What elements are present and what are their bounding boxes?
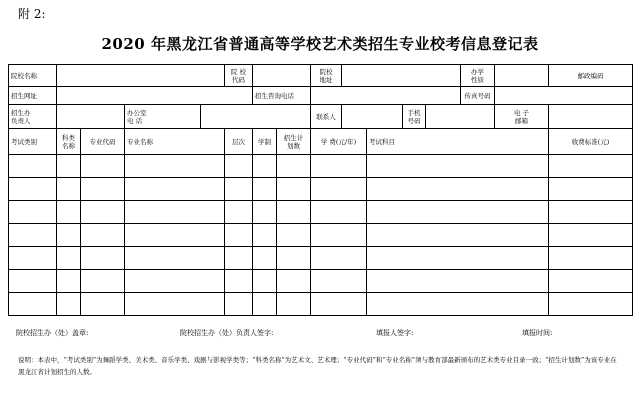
- school-address-label: 院校 地址: [311, 65, 342, 87]
- col-exam-category: 考试类别: [9, 129, 57, 155]
- office-seal-label: 院校招生办（处）盖章:: [16, 329, 89, 337]
- col-tuition: 学 费(元/年): [311, 129, 367, 155]
- email-label: 电 子 邮箱: [495, 105, 549, 129]
- page-title: 2020 年黑龙江省普通高等学校艺术类招生专业校考信息登记表: [101, 35, 539, 53]
- table-row: [9, 178, 633, 201]
- email-field[interactable]: [549, 105, 633, 129]
- school-nature-field[interactable]: [495, 65, 549, 87]
- admission-phone-label: 招生咨询电话: [253, 87, 311, 105]
- col-level: 层次: [225, 129, 253, 155]
- col-plan-count: 招生计 划数: [277, 129, 311, 155]
- admission-website-field[interactable]: [57, 87, 253, 105]
- office-phone-label: 办公室 电 话: [125, 105, 201, 129]
- office-person-label: 招生办 负责人: [9, 105, 57, 129]
- table-row: [9, 247, 633, 270]
- office-person-field[interactable]: [57, 105, 125, 129]
- table-row: [9, 270, 633, 293]
- col-fee-standard: 收费标准(元): [549, 129, 633, 155]
- table-row: [9, 224, 633, 247]
- contact-person-label: 联系人: [311, 105, 342, 129]
- explanatory-note: 说明：本表中，“考试类别”为舞蹈学类、美术类、音乐学类、戏剧与影视学类等；“科类名称”为艺术文、艺术理；“专业代码”和“专业名称”须与教育部最新颁布的艺术类专业目录一致；“招生计划数”为该专业在黑龙江省计划招生的人数。: [18, 356, 617, 376]
- fill-date-label: 填报时间:: [522, 329, 553, 337]
- attachment-label: 附 2:: [18, 7, 46, 21]
- col-major-name: 专业名称: [125, 129, 225, 155]
- school-nature-label: 办学 性质: [461, 65, 495, 87]
- school-name-field[interactable]: [57, 65, 225, 87]
- table-row: [9, 201, 633, 224]
- school-code-label: 院 校 代码: [225, 65, 253, 87]
- registration-form-table: [8, 64, 633, 316]
- school-name-label: 院校名称: [9, 65, 57, 87]
- mobile-field[interactable]: [426, 105, 495, 129]
- office-head-signature-label: 院校招生办（处）负责人签字:: [180, 329, 274, 337]
- admission-website-label: 招生网址: [9, 87, 57, 105]
- school-address-field[interactable]: [342, 65, 461, 87]
- filler-signature-label: 填报人签字:: [376, 329, 414, 337]
- fax-field[interactable]: [495, 87, 633, 105]
- fax-label: 传真号码: [461, 87, 495, 105]
- postal-code-label: 邮政编码: [549, 65, 633, 87]
- school-code-field[interactable]: [253, 65, 311, 87]
- col-duration: 学制: [253, 129, 277, 155]
- office-phone-field[interactable]: [201, 105, 311, 129]
- col-exam-subjects: 考试科目: [367, 129, 549, 155]
- contact-person-field[interactable]: [342, 105, 403, 129]
- admission-phone-field[interactable]: [311, 87, 461, 105]
- column-header-row: [9, 129, 633, 155]
- col-subject-type: 科类 名称: [57, 129, 81, 155]
- table-row: [9, 155, 633, 178]
- mobile-label: 手机 号码: [403, 105, 426, 129]
- col-major-code: 专业代码: [81, 129, 125, 155]
- table-row: [9, 293, 633, 316]
